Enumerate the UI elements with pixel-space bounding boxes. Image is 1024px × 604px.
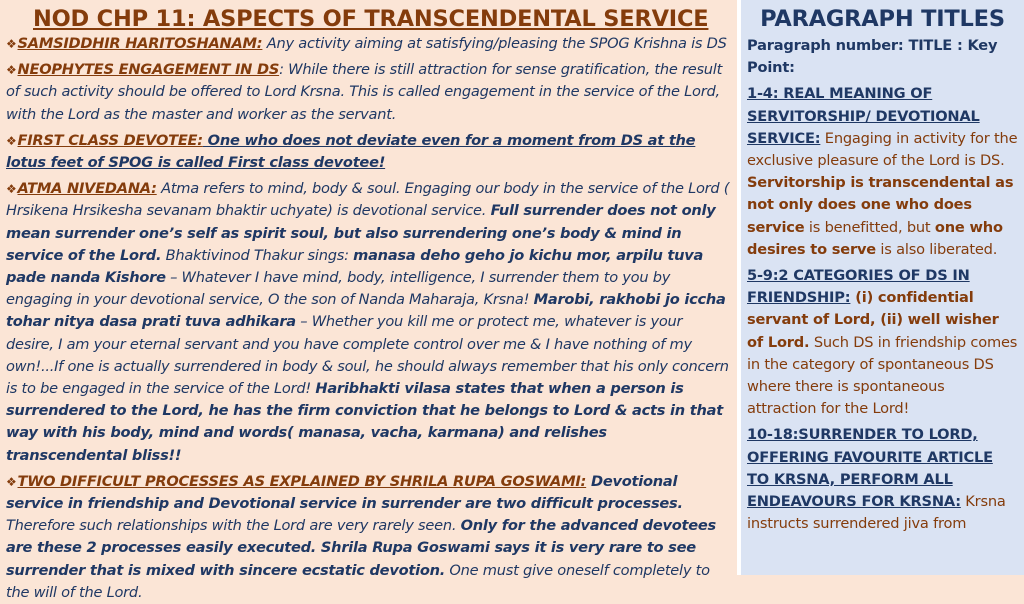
side-bold-5-9: (i) confidential servant of Lord, (ii) well wisher of Lord. [747, 289, 999, 351]
text-two-bold-1: Devotional service in friendship and Devotional service in surrender are two difficult processes. [6, 472, 683, 513]
text-two-1: Therefore such relationships with the Lord are very rarely seen. [6, 517, 461, 535]
text-neophytes: : While there is still attraction for sense gratification, the result of such activity should be offered to Lord Krsna. This is called engagement in the service of the Lord, with the Lord as the master and worker as the servant. [6, 61, 723, 123]
term-two-difficult: TWO DIFFICULT PROCESSES AS EXPLAINED BY SHRILA RUPA GOSWAMI: [17, 472, 587, 490]
text-atma-4: – Whether you kill me or protect me, whatever is your desire, I am your eternal servant and you have complete control over me & I have nothing of my own!...If one is actually surrendered in body & soul, he should always remember that his only concern is to be engaged in the service of the Lord! [6, 313, 729, 398]
diamond-bullet-icon: ❖ [6, 182, 17, 197]
main-body [0, 32, 737, 604]
paragraph-two-difficult [6, 471, 731, 604]
side-section-1-4 [747, 83, 1018, 261]
text-atma-3: – Whatever I have mind, body, intelligence, I surrender them to you by engaging in your devotional service, O the son of Nanda Maharaja, Krsna! [6, 269, 671, 309]
side-bold-1-4-b: one who desires to serve [747, 218, 1003, 258]
side-text-1-4-a: Engaging in activity for the exclusive pleasure of the Lord is DS. [747, 129, 1018, 170]
term-atma-nivedana: ATMA NIVEDANA: [17, 180, 157, 198]
diamond-bullet-icon: ❖ [6, 474, 17, 489]
side-heading-5-9: 5-9:2 CATEGORIES OF DS IN FRIENDSHIP: [747, 267, 970, 307]
side-heading-10-18: 10-18:SURRENDER TO LORD, OFFERING FAVOURITE ARTICLE TO KRSNA, PERFORM ALL ENDEAVOURS FOR KRSNA: [747, 426, 993, 511]
term-neophytes: NEOPHYTES ENGAGEMENT IN DS [17, 61, 280, 79]
page-title: NOD CHP 11: ASPECTS OF TRANSCENDENTAL SERVICE [33, 6, 709, 32]
text-atma-bold-4: Haribhakti vilasa states that when a person is surrendered to the Lord, he has the firm conviction that he belongs to Lord & acts in that way with his body, mind and words( manasa, vacha, karmana) and relishes transcendental bliss!! [6, 380, 723, 464]
text-atma-bold-2: manasa deho geho jo kichu mor, arpilu tuva pade nanda Kishore [6, 246, 704, 287]
text-atma-bold-3: Marobi, rakhobi jo iccha tohar nitya dasa prati tuva adhikara [6, 291, 726, 331]
text-first-class: One who does not deviate even for a moment from DS at the lotus feet of SPOG is called First class devotee! [6, 131, 696, 172]
diamond-bullet-icon: ❖ [6, 37, 17, 51]
diamond-bullet-icon: ❖ [6, 133, 17, 148]
side-body [741, 32, 1024, 535]
side-text-5-9: Such DS in friendship comes in the category of spontaneous DS where there is spontaneous attraction for the Lord! [747, 333, 1018, 418]
paragraph-atma-nivedana [6, 178, 731, 467]
side-title: PARAGRAPH TITLES [760, 6, 1005, 32]
paragraph-titles-panel [741, 0, 1024, 575]
paragraph-first-class [6, 130, 731, 174]
side-text-10-18: Krsna instructs surrendered jiva from [747, 493, 1006, 533]
text-two-bold-2: Only for the advanced devotees are these 2 processes easily executed. Shrila Rupa Goswami says it is very rare to see surrender that is mixed with sincere ecstatic devotion. [6, 517, 716, 579]
text-atma-bold-1: Full surrender does not only mean surrender one’s self as spirit soul, but also surrendering one’s body & mind in service of the Lord. [6, 202, 716, 264]
side-section-5-9 [747, 265, 1018, 420]
side-heading-1-4: 1-4: REAL MEANING OF SERVITORSHIP/ DEVOTIONAL SERVICE: [747, 85, 980, 147]
side-text-1-4-c: is also liberated. [875, 240, 998, 258]
side-section-10-18 [747, 424, 1018, 535]
term-samsiddhir: SAMSIDDHIR HARITOSHANAM: [17, 35, 263, 52]
side-bold-1-4-a: Servitorship is transcendental as not only does one who does service [747, 174, 1014, 236]
text-atma-2: Bhaktivinod Thakur sings: [161, 246, 354, 264]
paragraph-neophytes [6, 59, 731, 126]
text-two-2: One must give oneself completely to the will of the Lord. [6, 561, 710, 601]
paragraph-samsiddhir [6, 33, 731, 55]
diamond-bullet-icon: ❖ [6, 63, 17, 78]
text-atma-1: Atma refers to mind, body & soul. Engaging our body in the service of the Lord ( Hrsikena Hrsikesha sevanam bhaktir uchyate) is devotional service. [6, 180, 730, 220]
side-text-1-4-b: is benefitted, but [804, 218, 935, 236]
side-intro: Paragraph number: TITLE : Key Point: [747, 37, 998, 77]
term-first-class: FIRST CLASS DEVOTEE: [17, 131, 203, 149]
text-samsiddhir: Any activity aiming at satisfying/pleasing the SPOG Krishna is DS [262, 35, 727, 52]
